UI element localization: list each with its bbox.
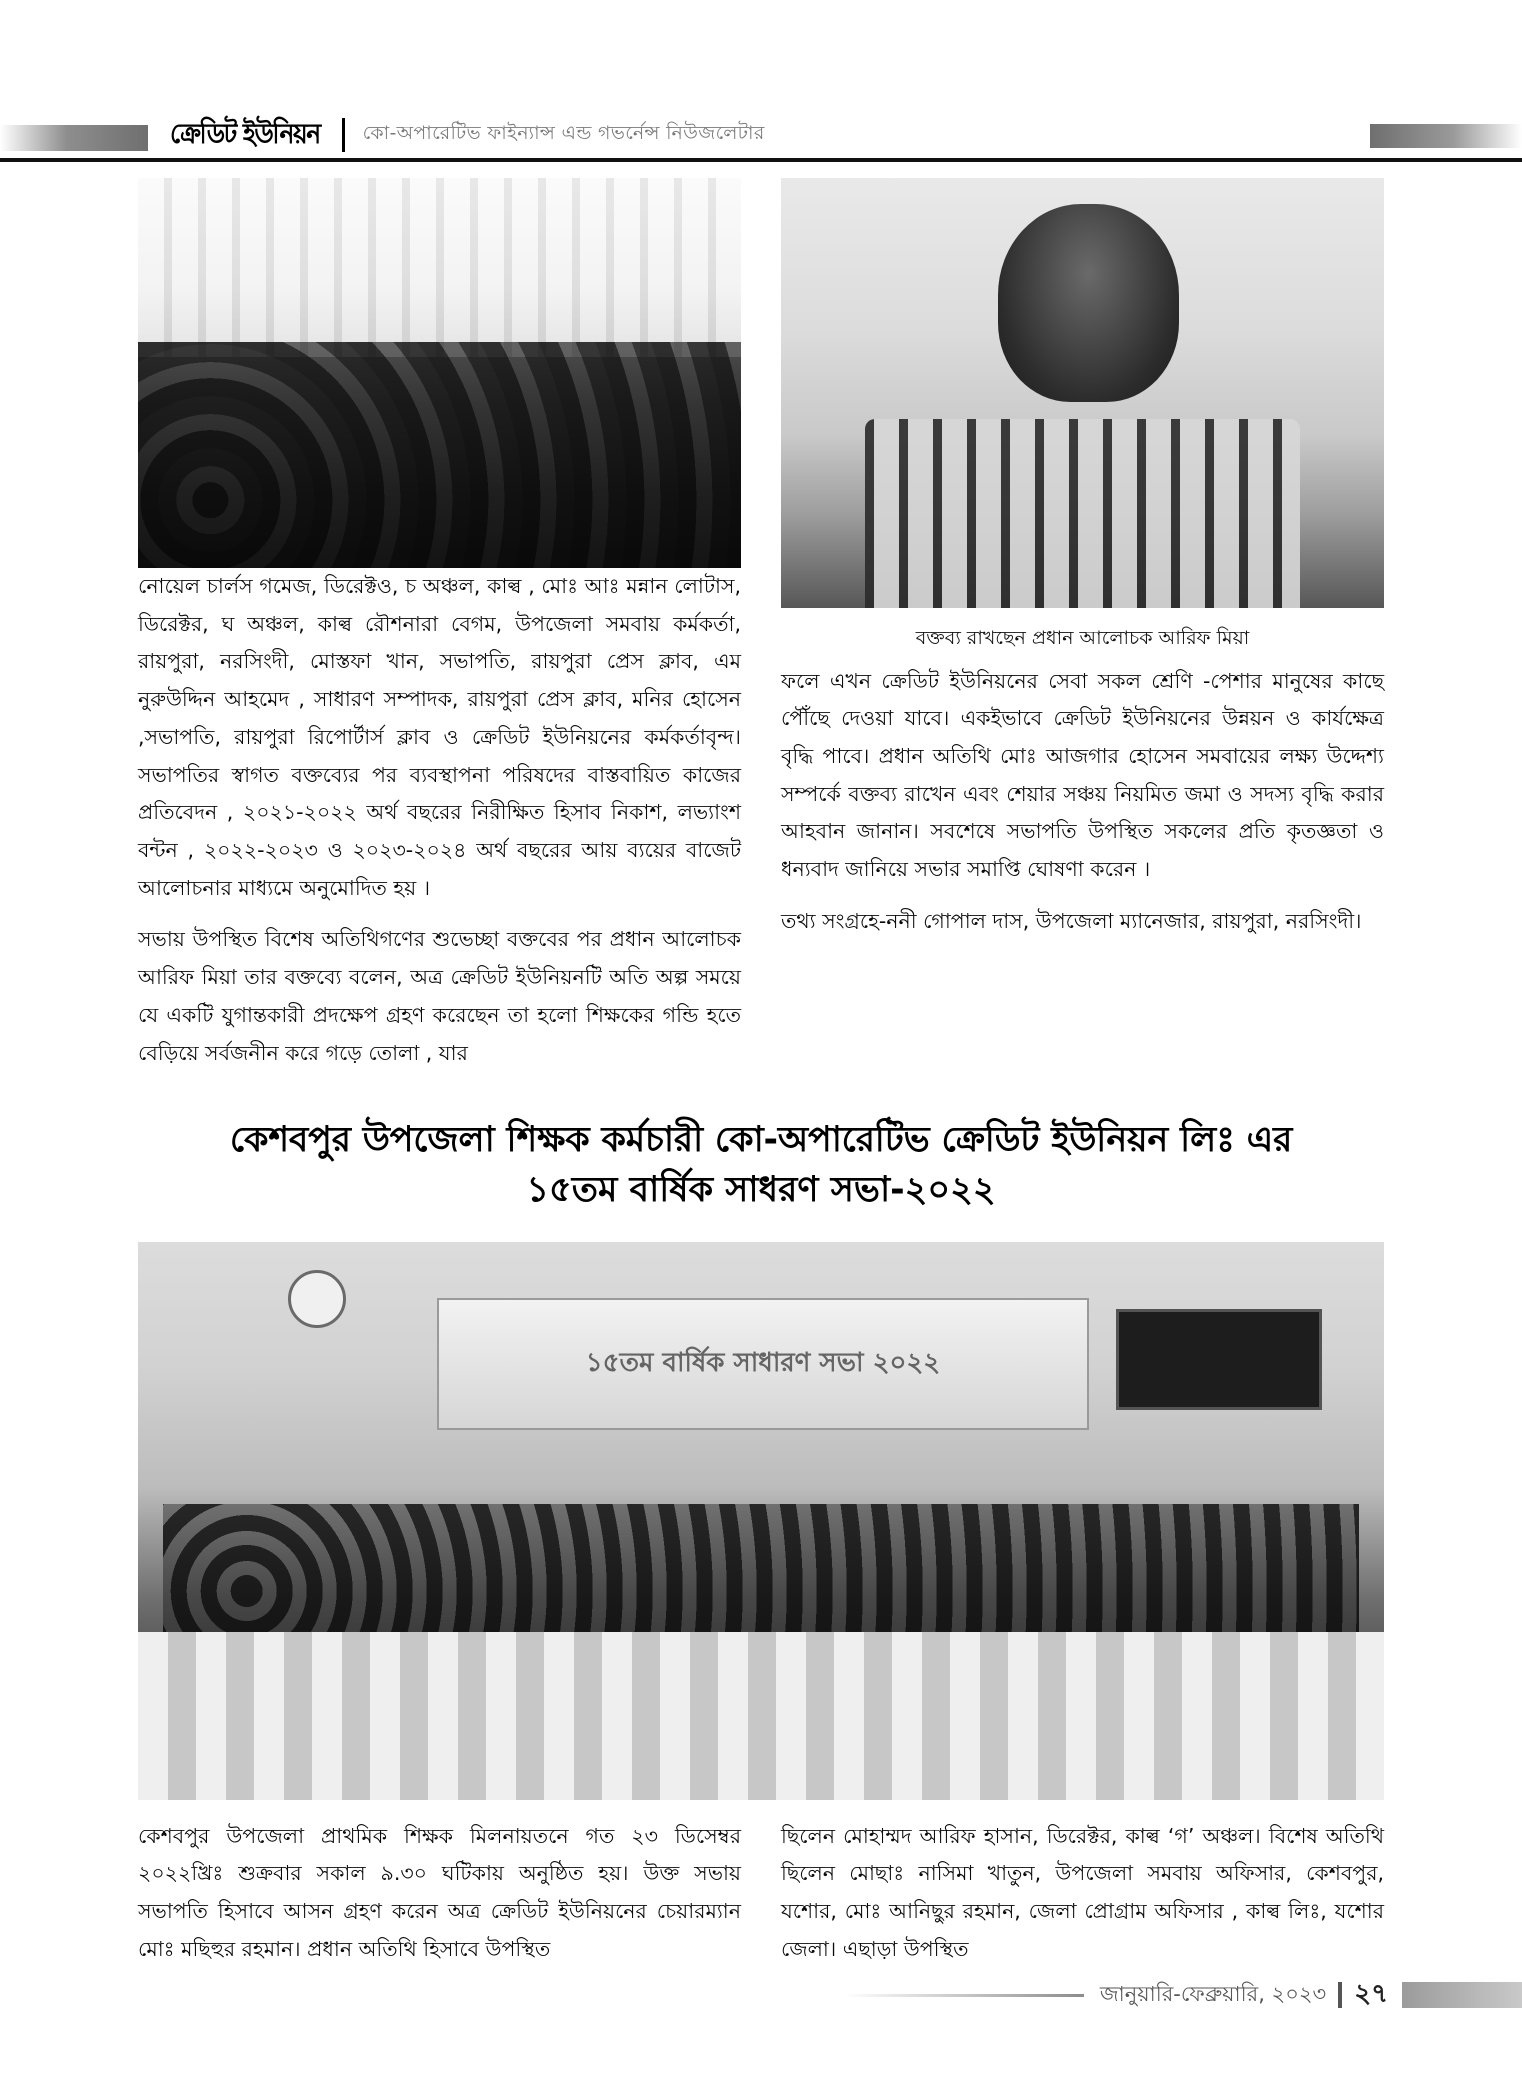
article-one-credit-line: তথ্য সংগ্রহে-ননী গোপাল দাস, উপজেলা ম্যানেজার, রায়পুরা, নরসিংদী। xyxy=(781,908,1362,933)
page-footer xyxy=(0,1973,1522,2017)
footer-right-gradient-bar xyxy=(1402,1982,1522,2008)
article-two-left-paragraph-1: কেশবপুর উপজেলা প্রাথমিক শিক্ষক মিলনায়তনে গত ২৩ ডিসেম্বর ২০২২খ্রিঃ শুক্রবার সকাল ৯.৩০ ঘটিকায় অনুষ্ঠিত হয়। উক্ত সভায় সভাপতি হিসাবে আসন গ্রহণ করেন অত্র ক্রেডিট ইউনিয়নের চেয়ারম্যান মোঃ মছিহুর রহমান। প্রধান অতিথি হিসাবে উপস্থিত xyxy=(138,1823,741,1961)
article-two-headline xyxy=(138,1116,1384,1215)
article-one-left-column xyxy=(138,178,741,1072)
meeting-audience-photo xyxy=(138,178,741,568)
article-one-left-paragraph-2: সভায় উপস্থিত বিশেষ অতিথিগণের শুভেচ্ছা বক্তবের পর প্রধান আলোচক আরিফ মিয়া তার বক্তব্যে বলেন, অত্র ক্রেডিট ইউনিয়নটি অতি অল্প সময়ে যে একটি যুগান্তকারী প্রদক্ষেপ গ্রহণ করেছেন তা হলো শিক্ষকের গন্ডি হতে বেড়িয়ে সর্বজনীন করে গড়ে তোলা , যার xyxy=(138,927,741,1065)
masthead-divider xyxy=(342,118,345,152)
article-one xyxy=(138,178,1384,1072)
masthead-subtitle: কো-অপারেটিভ ফাইন্যান্স এন্ড গভর্নেন্স নিউজলেটার xyxy=(362,122,765,144)
article-two-headline-line-2: ১৫তম বার্ষিক সাধরণ সভা-২০২২ xyxy=(526,1170,996,1211)
article-one-right-paragraph-1: ফলে এখন ক্রেডিট ইউনিয়নের সেবা সকল শ্রেণি -পেশার মানুষের কাছে পৌঁছে দেওয়া যাবে। একইভাবে ক্রেডিট ইউনিয়নের উন্নয়ন ও কার্যক্ষেত্র বৃদ্ধি পাবে। প্রধান অতিথি মোঃ আজগার হোসেন সমবায়ের লক্ষ্য উদ্দেশ্য সম্পর্কে বক্তব্য রাখেন এবং শেয়ার সঞ্চয় নিয়মিত জমা ও সদস্য বৃদ্ধি করার আহবান জানান। সবশেষে সভাপতি উপস্থিত সকলের প্রতি কৃতজ্ঞতা ও ধন্যবাদ জানিয়ে সভার সমাপ্তি ঘোষণা করেন । xyxy=(781,668,1384,882)
article-one-right-column xyxy=(781,178,1384,1072)
article-two-right-column xyxy=(781,1818,1384,1969)
article-two-left-column xyxy=(138,1818,741,1969)
speaker-at-podium-photo xyxy=(781,178,1384,608)
footer-rule xyxy=(844,1994,1084,1997)
agm-stage-banner xyxy=(437,1298,1089,1430)
publication-logo xyxy=(162,114,328,157)
masthead-left-gradient-bar xyxy=(0,125,148,151)
wall-television xyxy=(1116,1309,1321,1410)
article-two-headline-line-1: কেশবপুর উপজেলা শিক্ষক কর্মচারী কো-অপারেটিভ ক্রেডিট ইউনিয়ন লিঃ এর xyxy=(229,1120,1293,1161)
agm-stage-banner-text: ১৫তম বার্ষিক সাধারণ সভা ২০২২ xyxy=(585,1347,941,1378)
masthead-rule xyxy=(0,158,1522,162)
dais-seated-guests xyxy=(163,1504,1359,1649)
masthead-right-gradient-bar xyxy=(1370,124,1522,148)
page-content xyxy=(138,178,1384,1969)
speaker-photo-caption: বক্তব্য রাখছেন প্রধান আলোচক আরিফ মিয়া xyxy=(915,627,1250,649)
publication-logo-text: ক্রেডিট ইউনিয়ন xyxy=(170,116,320,149)
wall-clock-icon xyxy=(288,1270,346,1328)
dais-table xyxy=(138,1632,1384,1799)
masthead xyxy=(0,112,1522,158)
footer-page-number: ২৭ xyxy=(1354,1979,1388,2009)
article-one-left-paragraph-1: নোয়েল চার্লস গমেজ, ডিরেক্টও, চ অঞ্চল, কাল্ব , মোঃ আঃ মন্নান লোটাস, ডিরেক্টর, ঘ অঞ্চল, কাল্ব রৌশনারা বেগম, উপজেলা সমবায় কর্মকর্তা, রায়পুরা, নরসিংদী, মোস্তফা খান, সভাপতি, রায়পুরা প্রেস ক্লাব, এম নুরুউদ্দিন আহমেদ , সাধারণ সম্পাদক, রায়পুরা প্রেস ক্লাব, মনির হোসেন ,সভাপতি, রায়পুরা রিপোর্টার্স ক্লাব ও ক্রেডিট ইউনিয়নের কর্মকর্তাবৃন্দ। সভাপতির স্বাগত বক্তব্যের পর ব্যবস্থাপনা পরিষদের বাস্তবায়িত কাজের প্রতিবেদন , ২০২১-২০২২ অর্থ বছরের নিরীক্ষিত হিসাব নিকাশ, লভ্যাংশ বন্টন , ২০২২-২০২৩ ও ২০২৩-২০২৪ অর্থ বছরের আয় ব্যয়ের বাজেট আলোচনার মাধ্যমে অনুমোদিত হয় । xyxy=(138,574,741,900)
article-two-columns xyxy=(138,1818,1384,1969)
article-two-right-paragraph-1: ছিলেন মোহাম্মদ আরিফ হাসান, ডিরেক্টর, কাল্ব ‘গ’ অঞ্চল। বিশেষ অতিথি ছিলেন মোছাঃ নাসিমা খাতুন, উপজেলা সমবায় অফিসার, কেশবপুর, যশোর, মোঃ আনিছুর রহমান, জেলা প্রোগ্রাম অফিসার , কাল্ব লিঃ, যশোর জেলা। এছাড়া উপস্থিত xyxy=(781,1823,1384,1961)
footer-separator xyxy=(1338,1982,1342,2008)
agm-stage-dais-photo xyxy=(138,1242,1384,1800)
footer-issue-date: জানুয়ারি-ফেব্রুয়ারি, ২০২৩ xyxy=(1099,1981,1327,2006)
